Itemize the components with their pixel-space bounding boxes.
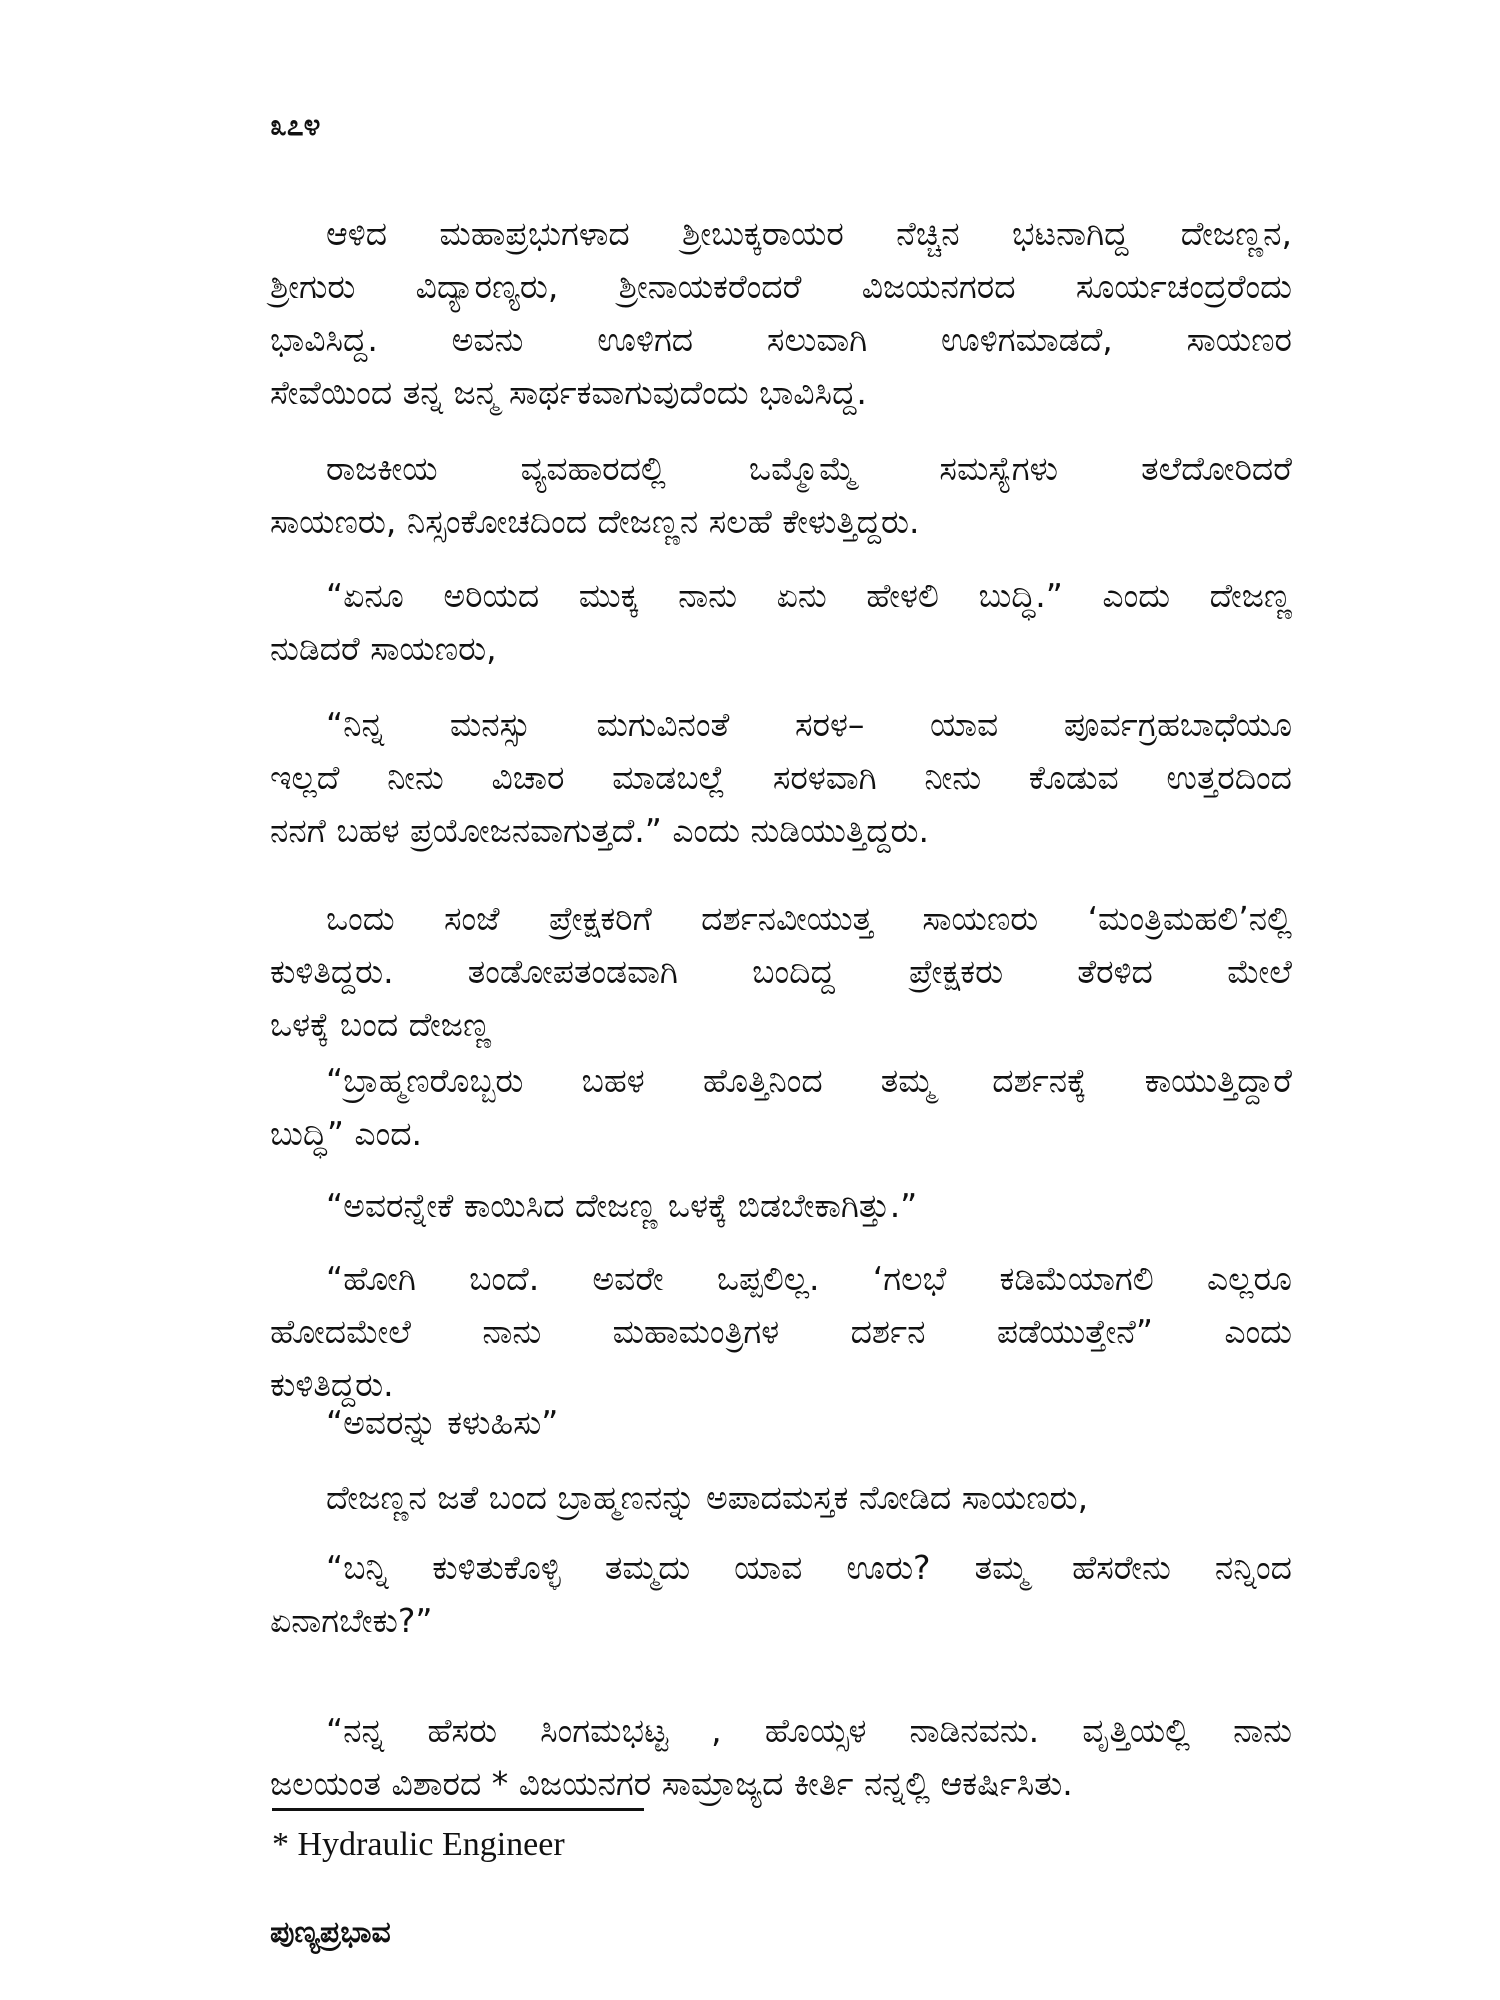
paragraph	[270, 892, 1292, 1051]
page-number: ೩೭೪	[270, 108, 321, 143]
text-line: “ನಿನ್ನ ಮನಸ್ಸು ಮಗುವಿನಂತೆ ಸರಳ– ಯಾವ ಪೂರ್ವಗ್ರಹಬಾಧೆಯೂ	[326, 705, 1292, 744]
paragraph	[270, 1252, 1292, 1411]
paragraph	[270, 1054, 1292, 1160]
text-line: ನುಡಿದರೆ ಸಾಯಣರು,	[270, 629, 497, 668]
text-line: ಏನಾಗಬೇಕು?”	[270, 1601, 433, 1640]
paragraph	[270, 569, 1292, 675]
text-line: ಸೇವೆಯಿಂದ ತನ್ನ ಜನ್ಮ ಸಾರ್ಥಕವಾಗುವುದೆಂದು ಭಾವಿಸಿದ್ದ.	[270, 373, 867, 412]
footnote-divider	[272, 1808, 644, 1811]
text-line: ಕುಳಿತಿದ್ದರು.	[270, 1365, 394, 1404]
running-footer-title: ಪುಣ್ಯಪ್ರಭಾವ	[270, 1915, 391, 1950]
text-line: “ಅವರನ್ನು ಕಳುಹಿಸು”	[326, 1403, 559, 1442]
paragraph	[270, 1471, 1292, 1524]
text-line: “ಬನ್ನಿ ಕುಳಿತುಕೊಳ್ಳಿ ತಮ್ಮದು ಯಾವ ಊರು? ತಮ್ಮ ಹೆಸರೇನು ನನ್ನಿಂದ	[326, 1548, 1292, 1587]
text-line: ಶ್ರೀಗುರು ವಿದ್ಯಾರಣ್ಯರು, ಶ್ರೀನಾಯಕರೆಂದರೆ ವಿಜಯನಗರದ ಸೂರ್ಯಚಂದ್ರರೆಂದು	[270, 267, 1292, 306]
paragraph	[270, 698, 1292, 857]
text-line: ದೇಜಣ್ಣನ ಜತೆ ಬಂದ ಬ್ರಾಹ್ಮಣನನ್ನು ಅಪಾದಮಸ್ತಕ ನೋಡಿದ ಸಾಯಣರು,	[326, 1478, 1089, 1517]
paragraph	[270, 442, 1292, 548]
text-line: “ಬ್ರಾಹ್ಮಣರೊಬ್ಬರು ಬಹಳ ಹೊತ್ತಿನಿಂದ ತಮ್ಮ ದರ್ಶನಕ್ಕೆ ಕಾಯುತ್ತಿದ್ದಾರೆ	[326, 1061, 1292, 1100]
text-line: ಒಂದು ಸಂಜೆ ಪ್ರೇಕ್ಷಕರಿಗೆ ದರ್ಶನವೀಯುತ್ತ ಸಾಯಣರು ‘ಮಂತ್ರಿಮಹಲಿ’ನಲ್ಲಿ	[326, 899, 1292, 938]
text-line: ಇಲ್ಲದೆ ನೀನು ವಿಚಾರ ಮಾಡಬಲ್ಲೆ ಸರಳವಾಗಿ ನೀನು ಕೊಡುವ ಉತ್ತರದಿಂದ	[270, 758, 1292, 797]
text-line: ಬುದ್ಧಿ” ಎಂದ.	[270, 1114, 423, 1153]
text-line: ಆಳಿದ ಮಹಾಪ್ರಭುಗಳಾದ ಶ್ರೀಬುಕ್ಕರಾಯರ ನೆಚ್ಚಿನ ಭಟನಾಗಿದ್ದ ದೇಜಣ್ಣನ,	[326, 214, 1292, 253]
text-line: ನನಗೆ ಬಹಳ ಪ್ರಯೋಜನವಾಗುತ್ತದೆ.” ಎಂದು ನುಡಿಯುತ್ತಿದ್ದರು.	[270, 811, 929, 850]
text-line: ಸಾಯಣರು, ನಿಸ್ಸಂಕೋಚದಿಂದ ದೇಜಣ್ಣನ ಸಲಹೆ ಕೇಳುತ್ತಿದ್ದರು.	[270, 502, 920, 541]
paragraph	[270, 1704, 1292, 1810]
text-line: “ಏನೂ ಅರಿಯದ ಮುಕ್ಕ ನಾನು ಏನು ಹೇಳಲಿ ಬುದ್ಧಿ.” ಎಂದು ದೇಜಣ್ಣ	[326, 576, 1292, 615]
paragraph	[270, 207, 1292, 419]
text-line: “ಹೋಗಿ ಬಂದೆ. ಅವರೇ ಒಪ್ಪಲಿಲ್ಲ. ‘ಗಲಭೆ ಕಡಿಮೆಯಾಗಲಿ ಎಲ್ಲರೂ	[326, 1259, 1292, 1298]
paragraph	[270, 1179, 1292, 1232]
footnote: * Hydraulic Engineer	[272, 1826, 565, 1863]
text-line: “ಅವರನ್ನೇಕೆ ಕಾಯಿಸಿದ ದೇಜಣ್ಣ ಒಳಕ್ಕೆ ಬಿಡಬೇಕಾಗಿತ್ತು.”	[326, 1186, 918, 1225]
text-line: ರಾಜಕೀಯ ವ್ಯವಹಾರದಲ್ಲಿ ಒಮ್ಮೊಮ್ಮೆ ಸಮಸ್ಯೆಗಳು ತಲೆದೋರಿದರೆ	[326, 449, 1292, 488]
text-line: ಹೋದಮೇಲೆ ನಾನು ಮಹಾಮಂತ್ರಿಗಳ ದರ್ಶನ ಪಡೆಯುತ್ತೇನೆ” ಎಂದು	[270, 1312, 1292, 1351]
text-line: “ನನ್ನ ಹೆಸರು ಸಿಂಗಮಭಟ್ಟ , ಹೊಯ್ಸಳ ನಾಡಿನವನು. ವೃತ್ತಿಯಲ್ಲಿ ನಾನು	[326, 1711, 1292, 1750]
paragraph	[270, 1396, 1292, 1449]
text-line: ಭಾವಿಸಿದ್ದ. ಅವನು ಊಳಿಗದ ಸಲುವಾಗಿ ಊಳಿಗಮಾಡದೆ, ಸಾಯಣರ	[270, 320, 1292, 359]
text-line: ಜಲಯಂತ ವಿಶಾರದ * ವಿಜಯನಗರ ಸಾಮ್ರಾಜ್ಯದ ಕೀರ್ತಿ ನನ್ನಲ್ಲಿ ಆಕರ್ಷಿಸಿತು.	[270, 1764, 1073, 1803]
paragraph	[270, 1541, 1292, 1647]
text-line: ಕುಳಿತಿದ್ದರು. ತಂಡೋಪತಂಡವಾಗಿ ಬಂದಿದ್ದ ಪ್ರೇಕ್ಷಕರು ತೆರಳಿದ ಮೇಲೆ	[270, 952, 1292, 991]
text-line: ಒಳಕ್ಕೆ ಬಂದ ದೇಜಣ್ಣ	[270, 1005, 492, 1044]
